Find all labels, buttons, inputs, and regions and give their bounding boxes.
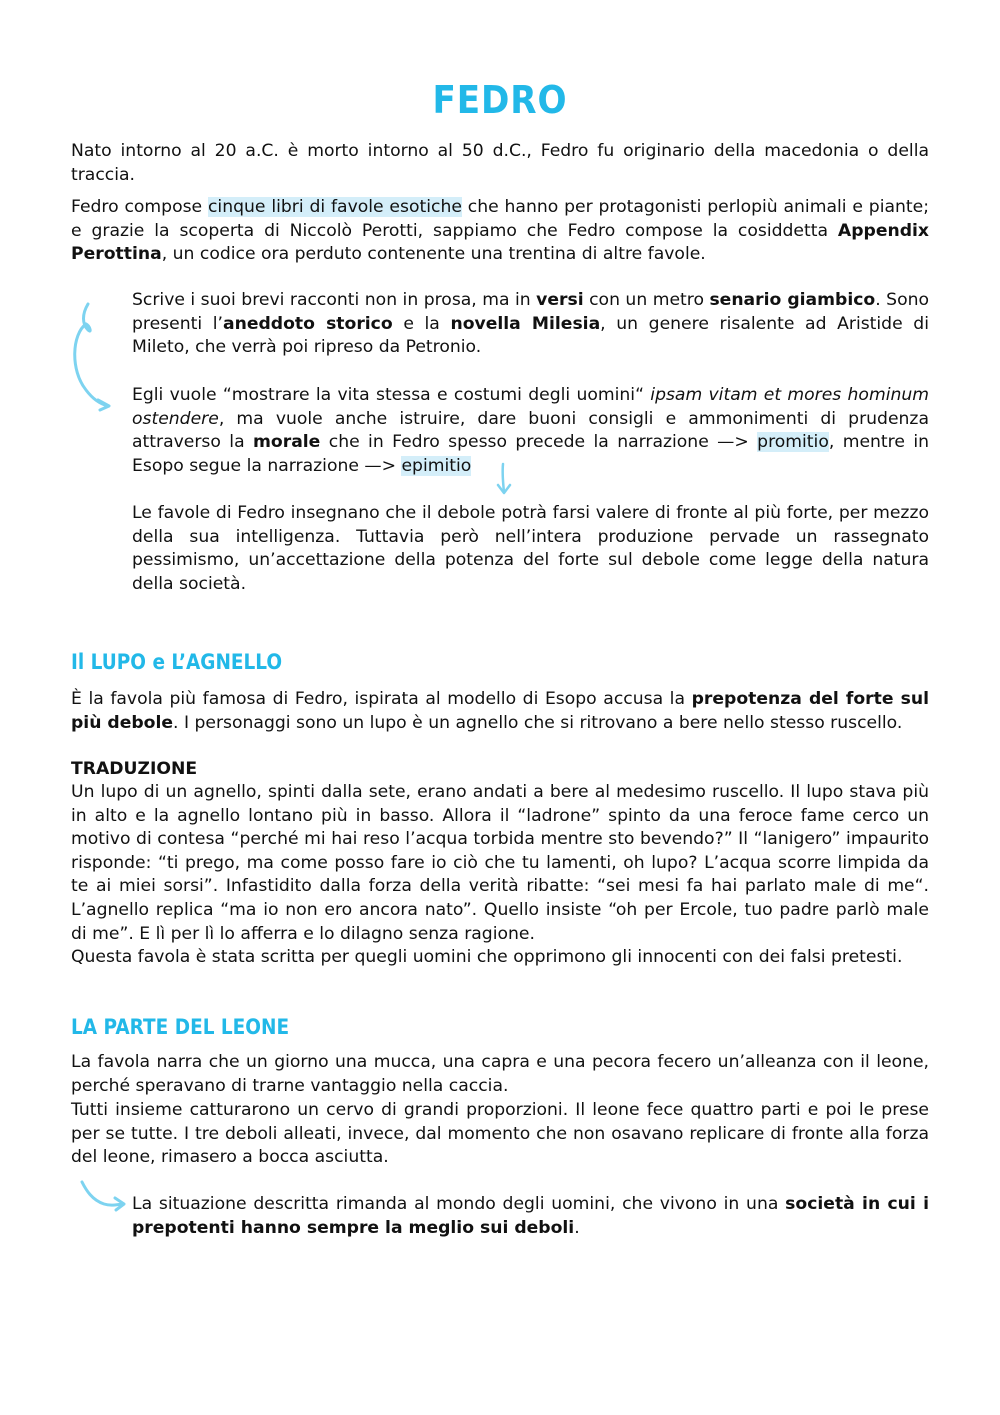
highlight-promitio: promitio	[757, 432, 829, 453]
leone-paragraph-1: La favola narra che un giorno una mucca, una capra e una pecora fecero un’alleanza con il leone, perché speravano di trarne vantaggio nella caccia.	[71, 1052, 929, 1096]
note-paragraph-1: Scrive i suoi brevi racconti non in prosa, ma in versi con un metro senario giambico. Sono presenti l’aneddoto storico e la novella Milesia, un genere risalente ad Aristide di Mileto, che verrà poi ripreso da Petronio.	[132, 290, 930, 358]
curved-arrow-icon	[66, 300, 116, 412]
leone-note: La situazione descritta rimanda al mondo degli uomini, che vivono in una società in cui i prepotenti hanno sempre la meglio sui deboli.	[132, 1194, 929, 1238]
highlight-cinque-libri: cinque libri di favole esotiche	[207, 197, 462, 217]
note-paragraph-2: Egli vuole “mostrare la vita stessa e costumi degli uomini“ ipsam vitam et mores hominum ostendere, ma vuole anche istruire, dare buoni consigli e ammonimenti di prudenza attraverso la morale che in Fedro spesso precede la narrazione —> promitio, mentre in Esopo segue la narrazione —> epimitio	[132, 385, 929, 476]
traduzione-text: Un lupo di un agnello, spinti dalla sete, erano andati a bere al medesimo ruscello. Il lupo stava più in alto e la agnello lontano più in basso. Allora il “ladrone” spinto da una feroce fame cerco un motivo di contesa “perché mi hai reso l’acqua torbida mentre sto bevendo?” Il “lanigero” impaurito risponde: “ti prego, ma come posso fare io ciò che tu lamenti, oh lupo? L’acqua scorre limpida da te ai miei sorsi”. Infastidito dalla forza della verità ribatte: “sei mesi fa hai parlato male di me“. L’agnello replica “ma io non ero ancora nato”. Quello insiste “oh per Ercole, tuo padre parlò male di me”. E lì per lì lo afferra e lo dilagno senza ragione.	[71, 782, 929, 944]
intro-paragraph-1: Nato intorno al 20 a.C. è morto intorno al 50 d.C., Fedro fu originario della macedonia o della traccia.	[71, 141, 929, 185]
lupo-paragraph-1: È la favola più famosa di Fedro, ispirata al modello di Esopo accusa la prepotenza del forte sul più debole. I personaggi sono un lupo è un agnello che si ritrovano a bere nello stesso ruscello.	[71, 689, 929, 733]
heading-lupo-agnello: Il LUPO e L’AGNELLO	[71, 650, 283, 674]
highlight-epimitio: epimitio	[401, 455, 472, 476]
lupo-moral: Questa favola è stata scritta per quegli uomini che opprimono gli innocenti con dei falsi pretesti.	[71, 947, 903, 967]
leone-paragraph-2: Tutti insieme catturarono un cervo di grandi proporzioni. Il leone fece quattro parti e poi le prese per se tutte. I tre deboli alleati, invece, dal momento che non osavano replicare di fronte alla forza del leone, rimasero a bocca asciutta.	[71, 1100, 929, 1168]
curved-arrow-icon	[78, 1178, 130, 1214]
page-title: FEDRO	[432, 78, 568, 122]
intro-paragraph-2: Fedro compose cinque libri di favole esotiche che hanno per protagonisti perlopiù animali e piante; e grazie la scoperta di Niccolò Perotti, sappiamo che Fedro compose la cosiddetta Appendix Perottina, un codice ora perduto contenente una trentina di altre favole.	[71, 197, 930, 265]
traduzione-label: TRADUZIONE	[71, 759, 198, 779]
down-arrow-icon	[494, 462, 514, 496]
bold-appendix: Appendix Perottina	[71, 220, 929, 265]
heading-parte-leone: LA PARTE DEL LEONE	[71, 1015, 290, 1039]
note-paragraph-3: Le favole di Fedro insegnano che il debole potrà farsi valere di fronte al più forte, per mezzo della sua intelligenza. Tuttavia però nell’intera produzione pervade un rassegnato pessimismo, un’accettazione della potenza del forte sul debole come legge della natura della società.	[132, 503, 929, 594]
